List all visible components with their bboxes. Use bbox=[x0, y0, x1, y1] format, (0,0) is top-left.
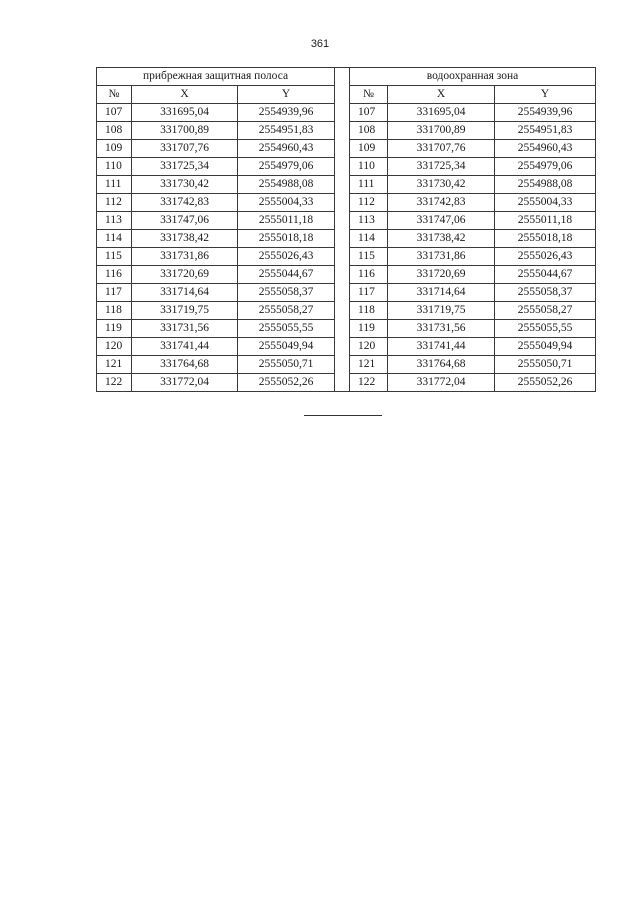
right-cell-y: 2555055,55 bbox=[495, 320, 596, 338]
table-row bbox=[97, 122, 596, 140]
right-cell-x: 331731,56 bbox=[388, 320, 495, 338]
left-cell-y: 2554951,83 bbox=[238, 122, 335, 140]
left-cell-x: 331730,42 bbox=[132, 176, 238, 194]
left-cell-y: 2555050,71 bbox=[238, 356, 335, 374]
left-cell-number: 114 bbox=[97, 230, 132, 248]
table-row bbox=[97, 104, 596, 122]
left-cell-y: 2554979,06 bbox=[238, 158, 335, 176]
column-gap bbox=[335, 230, 350, 248]
left-cell-number: 121 bbox=[97, 356, 132, 374]
left-header-x: X bbox=[132, 86, 238, 104]
right-cell-x: 331725,34 bbox=[388, 158, 495, 176]
right-cell-y: 2555049,94 bbox=[495, 338, 596, 356]
left-cell-x: 331741,44 bbox=[132, 338, 238, 356]
left-cell-x: 331747,06 bbox=[132, 212, 238, 230]
right-cell-x: 331738,42 bbox=[388, 230, 495, 248]
table-row bbox=[97, 248, 596, 266]
column-gap bbox=[335, 320, 350, 338]
table-row bbox=[97, 356, 596, 374]
right-cell-number: 116 bbox=[350, 266, 388, 284]
left-cell-y: 2555052,26 bbox=[238, 374, 335, 392]
right-cell-number: 107 bbox=[350, 104, 388, 122]
right-cell-number: 122 bbox=[350, 374, 388, 392]
column-gap bbox=[335, 194, 350, 212]
right-cell-y: 2555050,71 bbox=[495, 356, 596, 374]
left-cell-number: 113 bbox=[97, 212, 132, 230]
table-row bbox=[97, 302, 596, 320]
column-gap bbox=[335, 338, 350, 356]
left-cell-y: 2555058,27 bbox=[238, 302, 335, 320]
left-section-title: прибрежная защитная полоса bbox=[97, 68, 335, 86]
left-cell-number: 122 bbox=[97, 374, 132, 392]
right-cell-x: 331695,04 bbox=[388, 104, 495, 122]
left-cell-number: 109 bbox=[97, 140, 132, 158]
right-cell-number: 114 bbox=[350, 230, 388, 248]
left-cell-number: 115 bbox=[97, 248, 132, 266]
coordinates-table-body bbox=[97, 68, 596, 392]
table-row bbox=[97, 140, 596, 158]
column-gap bbox=[335, 284, 350, 302]
left-cell-x: 331738,42 bbox=[132, 230, 238, 248]
right-cell-x: 331707,76 bbox=[388, 140, 495, 158]
right-cell-number: 121 bbox=[350, 356, 388, 374]
right-cell-x: 331714,64 bbox=[388, 284, 495, 302]
left-cell-x: 331707,76 bbox=[132, 140, 238, 158]
column-gap bbox=[335, 176, 350, 194]
left-cell-number: 118 bbox=[97, 302, 132, 320]
page-number: 361 bbox=[310, 38, 330, 50]
left-cell-y: 2555018,18 bbox=[238, 230, 335, 248]
column-gap bbox=[335, 68, 350, 86]
right-cell-x: 331720,69 bbox=[388, 266, 495, 284]
left-cell-x: 331742,83 bbox=[132, 194, 238, 212]
left-cell-x: 331772,04 bbox=[132, 374, 238, 392]
right-cell-x: 331731,86 bbox=[388, 248, 495, 266]
right-cell-x: 331747,06 bbox=[388, 212, 495, 230]
right-cell-y: 2554939,96 bbox=[495, 104, 596, 122]
column-gap bbox=[335, 248, 350, 266]
column-gap bbox=[335, 158, 350, 176]
right-section-title: водоохранная зона bbox=[350, 68, 596, 86]
column-gap bbox=[335, 302, 350, 320]
left-cell-number: 117 bbox=[97, 284, 132, 302]
left-cell-number: 107 bbox=[97, 104, 132, 122]
left-cell-y: 2555011,18 bbox=[238, 212, 335, 230]
column-header-row bbox=[97, 86, 596, 104]
right-cell-number: 110 bbox=[350, 158, 388, 176]
coordinates-table bbox=[96, 67, 596, 392]
left-cell-x: 331714,64 bbox=[132, 284, 238, 302]
right-cell-number: 113 bbox=[350, 212, 388, 230]
column-gap bbox=[335, 122, 350, 140]
column-gap bbox=[335, 104, 350, 122]
column-gap bbox=[335, 356, 350, 374]
left-cell-number: 112 bbox=[97, 194, 132, 212]
right-cell-y: 2554960,43 bbox=[495, 140, 596, 158]
right-cell-number: 108 bbox=[350, 122, 388, 140]
left-cell-x: 331695,04 bbox=[132, 104, 238, 122]
right-cell-x: 331730,42 bbox=[388, 176, 495, 194]
right-cell-y: 2555044,67 bbox=[495, 266, 596, 284]
table-row bbox=[97, 176, 596, 194]
right-cell-x: 331719,75 bbox=[388, 302, 495, 320]
table-row bbox=[97, 230, 596, 248]
left-cell-number: 111 bbox=[97, 176, 132, 194]
right-cell-x: 331741,44 bbox=[388, 338, 495, 356]
right-cell-y: 2555052,26 bbox=[495, 374, 596, 392]
right-cell-y: 2555018,18 bbox=[495, 230, 596, 248]
right-cell-y: 2555004,33 bbox=[495, 194, 596, 212]
right-cell-number: 117 bbox=[350, 284, 388, 302]
table-row bbox=[97, 266, 596, 284]
right-cell-x: 331764,68 bbox=[388, 356, 495, 374]
left-cell-x: 331700,89 bbox=[132, 122, 238, 140]
left-cell-y: 2555058,37 bbox=[238, 284, 335, 302]
right-cell-x: 331772,04 bbox=[388, 374, 495, 392]
right-cell-y: 2554988,08 bbox=[495, 176, 596, 194]
left-cell-number: 120 bbox=[97, 338, 132, 356]
left-cell-y: 2555026,43 bbox=[238, 248, 335, 266]
column-gap bbox=[335, 212, 350, 230]
left-cell-y: 2555055,55 bbox=[238, 320, 335, 338]
left-cell-y: 2555004,33 bbox=[238, 194, 335, 212]
table-row bbox=[97, 374, 596, 392]
column-gap bbox=[335, 86, 350, 104]
right-header-x: X bbox=[388, 86, 495, 104]
right-cell-y: 2554951,83 bbox=[495, 122, 596, 140]
left-cell-number: 108 bbox=[97, 122, 132, 140]
table-row bbox=[97, 284, 596, 302]
right-cell-y: 2555026,43 bbox=[495, 248, 596, 266]
right-cell-number: 120 bbox=[350, 338, 388, 356]
left-cell-number: 110 bbox=[97, 158, 132, 176]
column-gap bbox=[335, 140, 350, 158]
column-gap bbox=[335, 266, 350, 284]
left-cell-y: 2554988,08 bbox=[238, 176, 335, 194]
left-cell-x: 331764,68 bbox=[132, 356, 238, 374]
left-cell-number: 119 bbox=[97, 320, 132, 338]
left-cell-y: 2555044,67 bbox=[238, 266, 335, 284]
left-header-number: № bbox=[97, 86, 132, 104]
left-header-y: Y bbox=[238, 86, 335, 104]
table-row bbox=[97, 338, 596, 356]
right-cell-y: 2555011,18 bbox=[495, 212, 596, 230]
left-cell-number: 116 bbox=[97, 266, 132, 284]
right-cell-y: 2555058,37 bbox=[495, 284, 596, 302]
right-header-y: Y bbox=[495, 86, 596, 104]
left-cell-x: 331731,56 bbox=[132, 320, 238, 338]
right-cell-y: 2555058,27 bbox=[495, 302, 596, 320]
left-cell-x: 331731,86 bbox=[132, 248, 238, 266]
left-cell-y: 2554960,43 bbox=[238, 140, 335, 158]
left-cell-x: 331725,34 bbox=[132, 158, 238, 176]
right-cell-x: 331700,89 bbox=[388, 122, 495, 140]
table-row bbox=[97, 320, 596, 338]
left-cell-y: 2555049,94 bbox=[238, 338, 335, 356]
right-cell-number: 111 bbox=[350, 176, 388, 194]
table-row bbox=[97, 212, 596, 230]
right-cell-x: 331742,83 bbox=[388, 194, 495, 212]
right-cell-number: 118 bbox=[350, 302, 388, 320]
column-gap bbox=[335, 374, 350, 392]
right-cell-number: 119 bbox=[350, 320, 388, 338]
left-cell-y: 2554939,96 bbox=[238, 104, 335, 122]
right-header-number: № bbox=[350, 86, 388, 104]
table-row bbox=[97, 158, 596, 176]
left-cell-x: 331719,75 bbox=[132, 302, 238, 320]
right-cell-number: 109 bbox=[350, 140, 388, 158]
right-cell-y: 2554979,06 bbox=[495, 158, 596, 176]
right-cell-number: 112 bbox=[350, 194, 388, 212]
left-cell-x: 331720,69 bbox=[132, 266, 238, 284]
section-title-row bbox=[97, 68, 596, 86]
end-of-section-rule bbox=[304, 415, 382, 416]
right-cell-number: 115 bbox=[350, 248, 388, 266]
table-row bbox=[97, 194, 596, 212]
